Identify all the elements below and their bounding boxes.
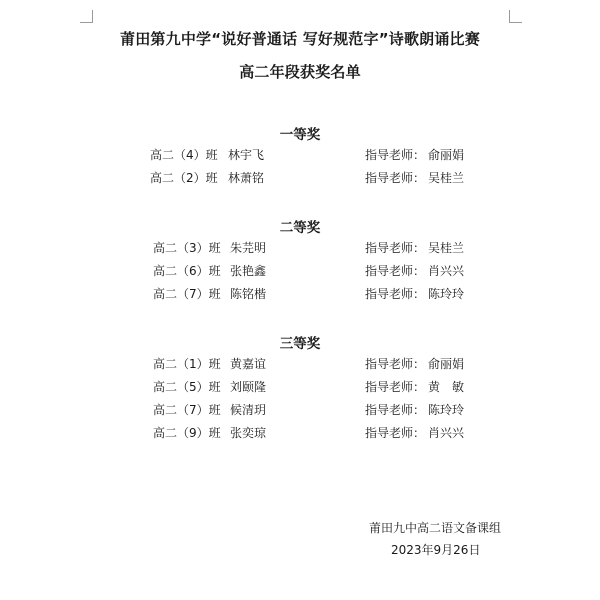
entry-class: 高二（9）班	[153, 426, 221, 440]
entry-class: 高二（1）班	[153, 357, 221, 371]
award-entry	[0, 401, 600, 419]
entry-student: 朱芫明	[230, 241, 267, 255]
entry-teacher-label: 指导老师：	[365, 357, 426, 371]
entry-class: 高二（7）班	[153, 287, 221, 301]
document-title: 莆田第九中学“说好普通话 写好规范字”诗歌朗诵比赛	[120, 30, 480, 48]
award-entry	[0, 424, 600, 442]
crop-mark-top-left	[80, 10, 93, 23]
entry-student: 陈铭楷	[230, 287, 267, 301]
second-prize-heading: 二等奖	[279, 220, 321, 236]
footer-organization: 莆田九中高二语文备课组	[369, 521, 502, 535]
entry-teacher-label: 指导老师：	[365, 287, 426, 301]
crop-mark-top-right	[509, 10, 522, 23]
entry-student: 候清玥	[230, 403, 267, 417]
entry-teacher: 吴桂兰	[428, 241, 465, 255]
entry-teacher: 陈玲玲	[428, 403, 465, 417]
entry-teacher: 肖兴兴	[428, 264, 465, 278]
award-entry	[0, 378, 600, 396]
award-entry	[0, 169, 600, 187]
entry-class: 高二（5）班	[153, 380, 221, 394]
entry-teacher-label: 指导老师：	[365, 171, 426, 185]
entry-class: 高二（6）班	[153, 264, 221, 278]
entry-class: 高二（2）班	[150, 171, 218, 185]
entry-teacher-label: 指导老师：	[365, 148, 426, 162]
entry-class: 高二（7）班	[153, 403, 221, 417]
footer-date: 2023年9月26日	[391, 543, 481, 557]
entry-student: 刘颐隆	[230, 380, 267, 394]
entry-teacher-label: 指导老师：	[365, 403, 426, 417]
entry-teacher: 吴桂兰	[428, 171, 465, 185]
first-prize-heading: 一等奖	[279, 127, 321, 143]
entry-teacher-label: 指导老师：	[365, 426, 426, 440]
entry-class: 高二（3）班	[153, 241, 221, 255]
entry-student: 张奕琼	[230, 426, 267, 440]
entry-teacher: 黄 敏	[428, 380, 465, 394]
award-entry	[0, 146, 600, 164]
award-entry	[0, 285, 600, 303]
award-entry	[0, 355, 600, 373]
third-prize-heading: 三等奖	[279, 336, 321, 352]
entry-class: 高二（4）班	[150, 148, 218, 162]
entry-teacher: 俞丽娟	[428, 357, 465, 371]
entry-student: 黄嘉谊	[230, 357, 267, 371]
award-entry	[0, 239, 600, 257]
entry-student: 林宇飞	[228, 148, 265, 162]
document-subtitle: 高二年段获奖名单	[239, 63, 361, 81]
entry-student: 林萧铭	[228, 171, 265, 185]
entry-teacher-label: 指导老师：	[365, 380, 426, 394]
entry-teacher: 肖兴兴	[428, 426, 465, 440]
entry-teacher-label: 指导老师：	[365, 264, 426, 278]
award-entry	[0, 262, 600, 280]
entry-teacher: 陈玲玲	[428, 287, 465, 301]
entry-student: 张艳鑫	[230, 264, 267, 278]
entry-teacher: 俞丽娟	[428, 148, 465, 162]
entry-teacher-label: 指导老师：	[365, 241, 426, 255]
